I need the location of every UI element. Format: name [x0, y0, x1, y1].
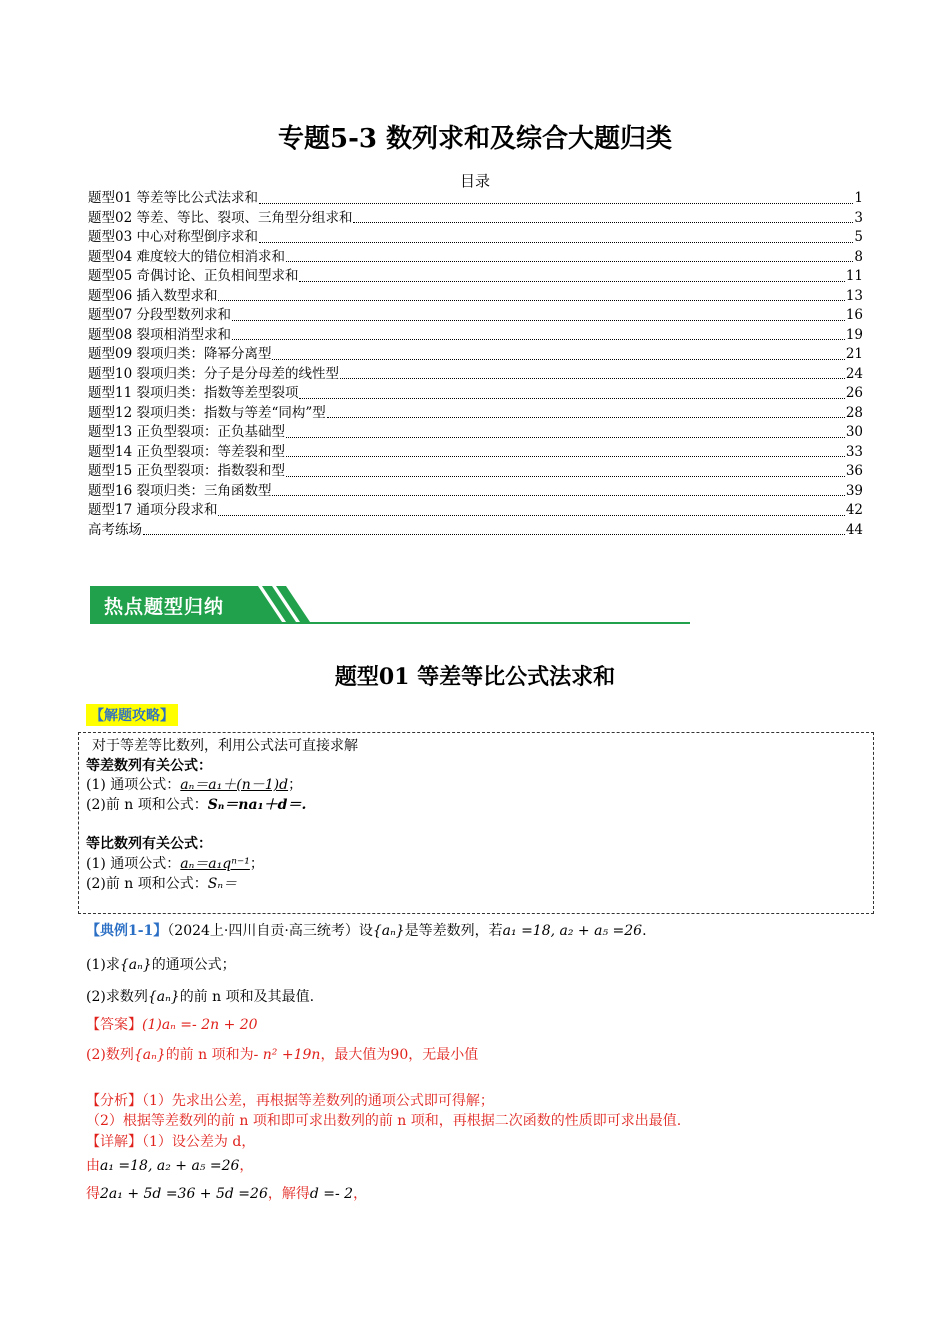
toc-entry-page: 13: [845, 287, 863, 304]
toc-leader-dots: [259, 241, 853, 243]
example-tag: 【典例1-1】: [86, 923, 168, 939]
arith-formula-2: [86, 794, 306, 814]
toc-entry-label: 题型13 正负型裂项：正负基础型: [88, 424, 285, 440]
banner-label: 热点题型归纳: [104, 596, 225, 618]
toc-entry-label: 题型09 裂项归类：降幂分离型: [88, 346, 272, 362]
toc-leader-dots: [143, 533, 845, 535]
toc-entry[interactable]: [88, 228, 863, 248]
q2-suffix: 的前 n 项和及其最值.: [179, 989, 315, 1005]
toc-entry[interactable]: [88, 384, 863, 404]
toc-entry-page: 8: [854, 248, 863, 265]
example-text: 是等差数列，若: [404, 923, 503, 939]
geo-formula-1: [86, 853, 264, 873]
detail-3-prefix: 得: [86, 1186, 100, 1202]
toc-entry-page: 24: [845, 365, 863, 382]
page-title: 专题5-3 数列求和及综合大题归类: [277, 124, 673, 154]
toc-leader-dots: [353, 221, 853, 223]
toc-entry-page: 19: [845, 326, 863, 343]
toc-entry[interactable]: [88, 365, 863, 385]
answer-1-formula: (1)aₙ =- 2n + 20: [142, 1017, 258, 1033]
answer-2-mid: 的前 n 项和为: [165, 1047, 254, 1063]
toc-leader-dots: [232, 338, 845, 340]
question-1: [86, 954, 236, 974]
arith-1-formula: aₙ＝a₁＋(n－1)d: [180, 777, 289, 793]
geo-formula-2: [86, 873, 237, 893]
toc-heading: 目录: [459, 172, 490, 190]
toc-entry[interactable]: [88, 267, 863, 287]
toc-entry-label: 高考练场: [88, 521, 142, 538]
box-intro: 对于等差等比数列，利用公式法可直接求解: [92, 738, 358, 754]
toc-entry[interactable]: [88, 306, 863, 326]
toc-entry-label: 题型03 中心对称型倒序求和: [88, 229, 258, 245]
q1-seq: {aₙ}: [119, 957, 152, 973]
arith-1-suffix: ；: [288, 777, 303, 793]
arith-2-prefix: (2)前 n 项和公式：: [86, 797, 208, 813]
toc-entry-page: 11: [845, 268, 863, 284]
arith-formula-1: [86, 774, 302, 794]
toc-entry-page: 44: [845, 521, 863, 538]
toc-leader-dots: [259, 202, 853, 204]
toc-leader-dots: [286, 260, 853, 262]
toc-entry[interactable]: [88, 248, 863, 268]
toc-leader-dots: [286, 475, 845, 477]
toc-entry[interactable]: [88, 345, 863, 365]
detail-3-formula: 2a₁ + 5d =36 + 5d =26: [100, 1186, 268, 1202]
toc-entry-page: 39: [845, 482, 863, 499]
detail-2-formula: a₁ =18, a₂ + a₅ =26: [100, 1158, 240, 1174]
example-source: （2024上·四川自贡·高三统考）设: [167, 923, 373, 939]
toc-entry[interactable]: [88, 287, 863, 307]
toc-entry[interactable]: [88, 482, 863, 502]
toc-leader-dots: [299, 397, 844, 399]
answer-2: [86, 1044, 478, 1064]
q1-prefix: (1)求: [86, 957, 120, 973]
toc-entry-label: 题型11 裂项归类：指数等差型裂项: [88, 385, 299, 401]
detail-text-1: （1）设公差为 d，: [142, 1134, 256, 1150]
section-title: 题型01 等差等比公式法求和: [334, 664, 616, 690]
toc-entry-label: 题型05 奇偶讨论、正负相间型求和: [88, 268, 299, 284]
toc-entry-label: 题型15 正负型裂项：指数裂和型: [88, 463, 285, 479]
toc-entry[interactable]: [88, 404, 863, 424]
toc-entry-label: 题型08 裂项相消型求和: [88, 326, 231, 343]
answer-2-suffix: ，最大值为90，无最小值: [320, 1047, 479, 1063]
answer-2-seq: {aₙ}: [133, 1047, 166, 1063]
toc-leader-dots: [272, 494, 844, 496]
example-seq: {aₙ}: [372, 923, 405, 939]
toc-entry-page: 42: [845, 502, 863, 518]
toc-leader-dots: [218, 299, 844, 301]
toc-entry-page: 26: [845, 385, 863, 401]
example-condition: a₁ =18, a₂ + a₅ =26: [502, 923, 643, 939]
toc-entry[interactable]: [88, 521, 863, 541]
toc-entry-page: 28: [845, 404, 863, 421]
geo-1-suffix: ；: [249, 856, 264, 872]
example-end: .: [642, 923, 647, 939]
toc-entry[interactable]: [88, 462, 863, 482]
toc-leader-dots: [327, 416, 845, 418]
answer-2-prefix: (2)数列: [86, 1047, 134, 1063]
analysis-text-1: （1）先求出公差，再根据等差数列的通项公式即可得解；: [142, 1093, 494, 1109]
detail-2-suffix: ，: [239, 1158, 254, 1174]
toc-entry[interactable]: [88, 443, 863, 463]
arith-2-formula: Sₙ＝na₁＋d＝.: [207, 797, 307, 813]
answer-2-formula: - n² +19n: [253, 1047, 321, 1063]
toc-leader-dots: [286, 436, 845, 438]
answer-tag: 【答案】: [86, 1017, 142, 1033]
toc-entry[interactable]: [88, 423, 863, 443]
toc-entry-label: 题型10 裂项归类：分子是分母差的线性型: [88, 365, 339, 382]
toc-leader-dots: [218, 514, 844, 516]
toc-entry-label: 题型02 等差、等比、裂项、三角型分组求和: [88, 209, 353, 226]
analysis-line-2: （2）根据等差数列的前 n 项和即可求出数列的前 n 项和，再根据二次函数的性质即可求出最值.: [86, 1113, 682, 1129]
arith-1-prefix: (1) 通项公式：: [86, 777, 181, 793]
toc-entry[interactable]: [88, 189, 863, 209]
toc-entry-label: 题型12 裂项归类：指数与等差“同构”型: [88, 404, 326, 421]
detail-line-1: [86, 1131, 255, 1151]
geo-1-prefix: (1) 通项公式：: [86, 856, 181, 872]
q2-seq: {aₙ}: [147, 989, 180, 1005]
detail-3-mid: ，解得: [267, 1186, 310, 1202]
q1-suffix: 的通项公式；: [151, 957, 236, 973]
arith-heading: 等差数列有关公式：: [86, 758, 212, 774]
geo-2-prefix: (2)前 n 项和公式：: [86, 876, 208, 892]
toc-entry-page: 21: [845, 346, 863, 362]
toc-entry-label: 题型07 分段型数列求和: [88, 307, 231, 323]
toc-entry-page: 5: [854, 229, 863, 245]
toc-entry-page: 36: [845, 463, 863, 479]
toc-entry[interactable]: [88, 326, 863, 346]
toc-entry-label: 题型16 裂项归类：三角函数型: [88, 482, 272, 499]
analysis-line-1: [86, 1090, 494, 1110]
detail-3-suffix: ，: [353, 1186, 368, 1202]
answer-1: [86, 1014, 258, 1034]
toc-leader-dots: [286, 455, 845, 457]
toc-leader-dots: [299, 280, 844, 282]
toc-entry-page: 1: [854, 190, 863, 206]
detail-2-prefix: 由: [86, 1158, 100, 1174]
geo-1-formula: aₙ＝a₁qⁿ⁻¹: [180, 856, 250, 872]
geo-heading: 等比数列有关公式：: [86, 836, 212, 852]
toc-leader-dots: [340, 377, 845, 379]
toc-entry[interactable]: [88, 501, 863, 521]
toc-entry-page: 33: [845, 443, 863, 460]
question-2: [86, 986, 314, 1006]
detail-line-3: [86, 1183, 367, 1203]
toc-entry-page: 3: [854, 209, 863, 226]
toc-entry-page: 30: [845, 424, 863, 440]
toc-entry-label: 题型17 通项分段求和: [88, 502, 218, 518]
detail-line-2: [86, 1155, 253, 1175]
toc-entry-label: 题型04 难度较大的错位相消求和: [88, 248, 285, 265]
geo-2-formula: Sₙ＝: [207, 876, 238, 892]
toc-leader-dots: [232, 319, 845, 321]
detail-3-formula-2: d =- 2: [309, 1186, 354, 1202]
toc-leader-dots: [272, 358, 844, 360]
table-of-contents: [88, 189, 863, 540]
q2-prefix: (2)求数列: [86, 989, 148, 1005]
toc-entry-label: 题型06 插入数型求和: [88, 287, 218, 304]
analysis-tag: 【分析】: [86, 1093, 142, 1109]
detail-tag: 【详解】: [86, 1134, 142, 1150]
toc-entry-label: 题型14 正负型裂项：等差裂和型: [88, 443, 285, 460]
toc-entry[interactable]: [88, 209, 863, 229]
toc-entry-page: 16: [845, 307, 863, 323]
toc-entry-label: 题型01 等差等比公式法求和: [88, 190, 258, 206]
strategy-tag: 【解题攻略】: [86, 704, 178, 726]
example-stem: [86, 920, 647, 940]
